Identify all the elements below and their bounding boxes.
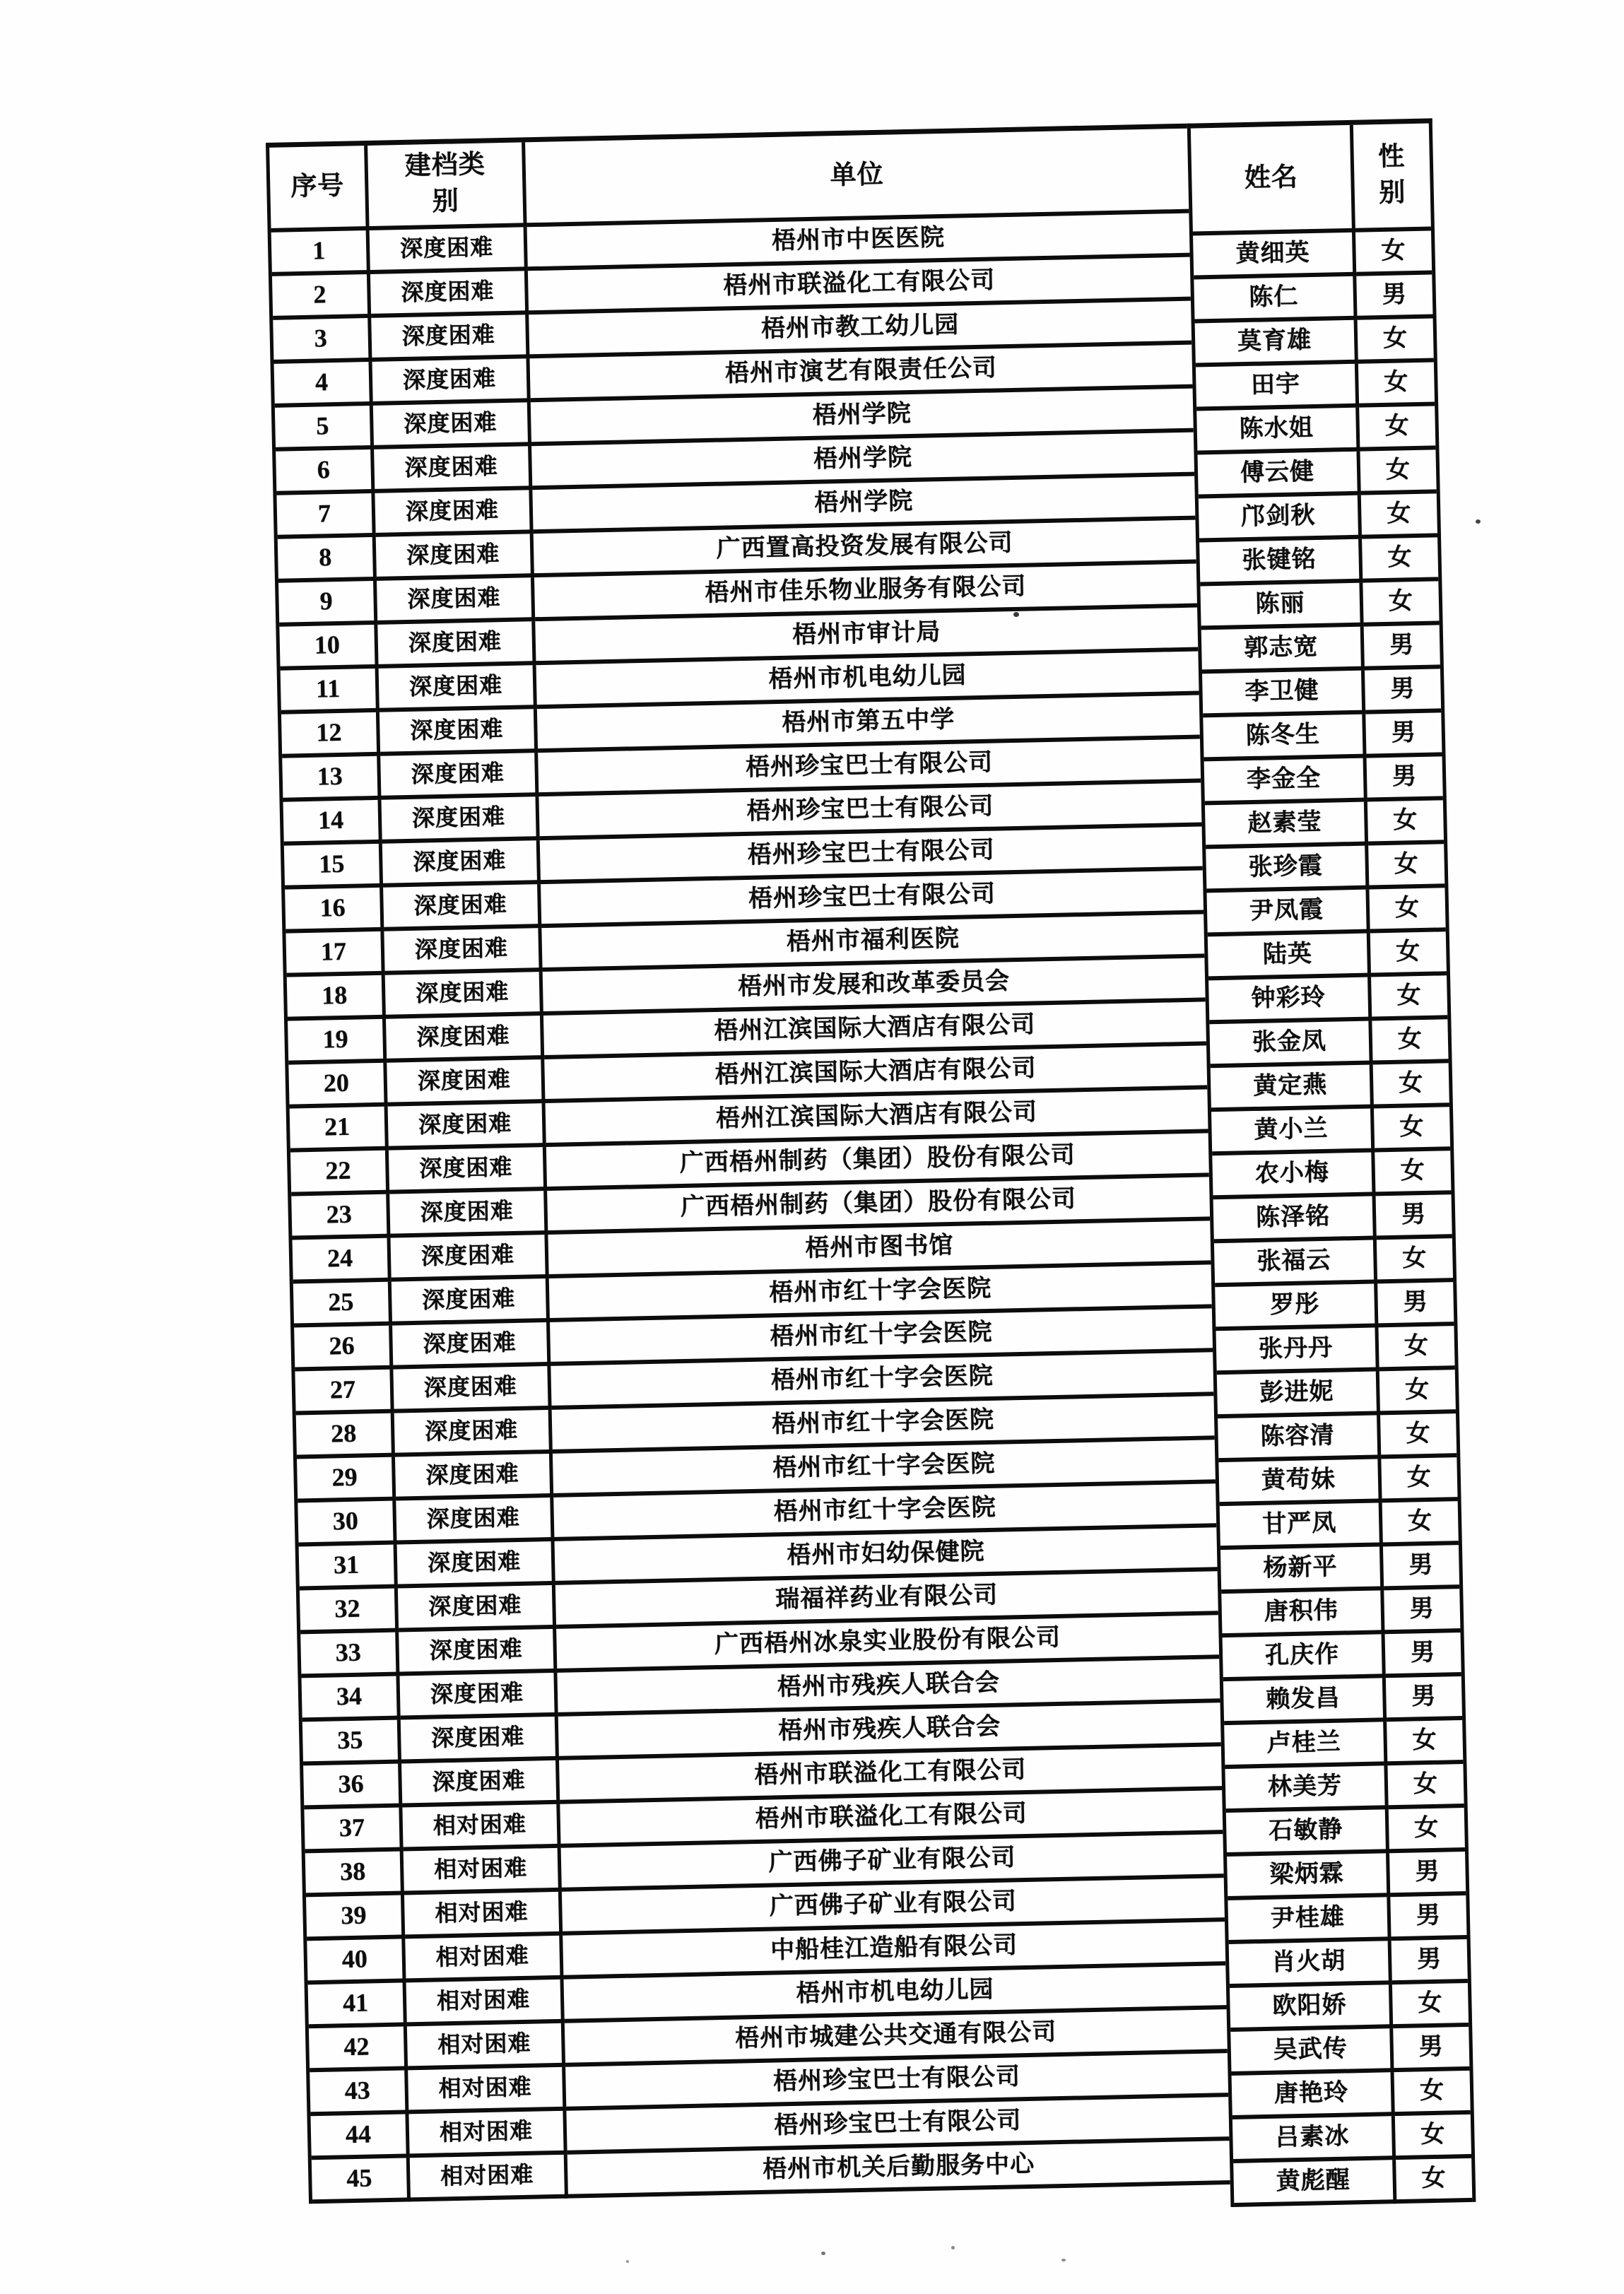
table-left-columns [266, 124, 1230, 2204]
row-name: 陈容清 [1218, 1415, 1381, 1462]
row-gender: 男 [1385, 1633, 1461, 1678]
row-category: 深度困难 [390, 1235, 548, 1282]
row-category: 深度困难 [376, 534, 534, 581]
row-category: 深度困难 [370, 227, 528, 274]
row-name: 梁炳霖 [1227, 1853, 1390, 1900]
row-name: 陈冬生 [1203, 714, 1366, 762]
row-name: 甘严凤 [1220, 1502, 1383, 1550]
row-name: 张金凤 [1209, 1020, 1372, 1068]
row-name: 李金全 [1204, 758, 1367, 806]
row-unit: 梧州江滨国际大酒店有限公司 [543, 1001, 1206, 1059]
row-category: 相对困难 [404, 1848, 562, 1895]
row-gender: 女 [1363, 581, 1439, 626]
row-unit: 梧州市机关后勤服务中心 [567, 2141, 1230, 2199]
row-category: 深度困难 [383, 884, 541, 931]
row-index: 12 [281, 712, 380, 758]
row-unit: 梧州珍宝巴士有限公司 [565, 2053, 1228, 2111]
row-gender: 男 [1384, 1589, 1460, 1634]
row-category: 相对困难 [408, 2111, 567, 2158]
row-index: 36 [303, 1763, 402, 1809]
row-gender: 女 [1369, 888, 1445, 933]
row-name: 石敏静 [1226, 1809, 1389, 1857]
row-name: 孔庆作 [1223, 1634, 1386, 1681]
header-gender-line2: 别 [1378, 178, 1406, 208]
row-index: 23 [291, 1194, 390, 1240]
row-name: 张福云 [1214, 1240, 1377, 1287]
row-name: 张珍霞 [1206, 846, 1369, 893]
row-name: 邝剑秋 [1199, 495, 1362, 543]
row-index: 2 [272, 274, 371, 320]
row-gender: 女 [1387, 1720, 1463, 1765]
row-category: 相对困难 [402, 1804, 560, 1852]
row-unit: 梧州市审计局 [535, 608, 1198, 666]
row-name: 郭志宽 [1201, 627, 1365, 674]
row-gender: 男 [1376, 1194, 1452, 1240]
row-unit: 广西梧州制药（集团）股份有限公司 [547, 1177, 1210, 1235]
row-name: 钟彩玲 [1208, 977, 1372, 1025]
row-unit: 梧州珍宝巴士有限公司 [540, 826, 1203, 884]
row-gender: 女 [1396, 2158, 1472, 2204]
row-gender: 女 [1372, 1019, 1448, 1064]
row-gender: 女 [1395, 2114, 1471, 2160]
row-category: 深度困难 [401, 1717, 559, 1764]
row-gender: 女 [1371, 975, 1447, 1020]
roster-table [266, 118, 1476, 2226]
scan-speck [1013, 612, 1019, 617]
row-category: 深度困难 [389, 1147, 547, 1194]
row-name: 张丹丹 [1216, 1327, 1379, 1375]
row-index: 40 [307, 1939, 406, 1984]
row-gender: 女 [1370, 931, 1447, 977]
row-name: 莫育雄 [1195, 320, 1358, 367]
row-category: 深度困难 [382, 796, 540, 844]
row-gender: 男 [1389, 1852, 1466, 1897]
row-gender: 女 [1387, 1764, 1464, 1809]
row-gender: 女 [1373, 1063, 1449, 1108]
row-gender: 男 [1393, 2027, 1469, 2072]
row-name: 杨新平 [1220, 1546, 1384, 1594]
row-unit: 梧州市联溢化工有限公司 [560, 1790, 1223, 1848]
row-gender: 女 [1377, 1238, 1453, 1283]
row-index: 34 [302, 1676, 401, 1722]
row-unit: 梧州江滨国际大酒店有限公司 [544, 1045, 1207, 1103]
row-name: 陈丽 [1200, 583, 1363, 630]
row-name: 黄细英 [1193, 233, 1356, 280]
row-unit: 梧州市机电幼儿园 [536, 652, 1199, 710]
row-gender: 男 [1367, 756, 1443, 801]
row-index: 39 [306, 1895, 405, 1941]
row-index: 26 [294, 1326, 393, 1372]
row-gender: 女 [1374, 1107, 1450, 1152]
row-gender: 男 [1364, 625, 1440, 670]
row-unit: 梧州市红十字会医院 [553, 1483, 1216, 1541]
row-gender: 男 [1391, 1939, 1468, 1984]
row-index: 19 [288, 1019, 387, 1065]
row-index: 17 [286, 931, 384, 977]
row-name: 彭进妮 [1217, 1371, 1380, 1418]
row-category: 深度困难 [397, 1541, 555, 1589]
row-category: 深度困难 [399, 1629, 557, 1676]
row-category: 深度困难 [382, 840, 541, 888]
row-index: 22 [290, 1151, 389, 1196]
row-index: 18 [287, 975, 386, 1021]
row-name: 黄苟妹 [1218, 1459, 1382, 1506]
row-index: 20 [288, 1063, 387, 1109]
row-unit: 瑞福祥药业有限公司 [555, 1571, 1218, 1629]
row-name: 赖发昌 [1223, 1678, 1387, 1725]
row-unit: 梧州市红十字会医院 [549, 1264, 1212, 1322]
row-index: 31 [299, 1545, 398, 1591]
row-unit: 梧州市联溢化工有限公司 [559, 1746, 1222, 1804]
row-unit: 中船桂江造船有限公司 [563, 1922, 1225, 1980]
table-right-columns [1187, 118, 1476, 2207]
row-category: 深度困难 [401, 1760, 560, 1808]
row-gender: 女 [1355, 230, 1432, 276]
row-gender: 男 [1390, 1895, 1466, 1941]
row-category: 深度困难 [392, 1322, 551, 1370]
row-index: 4 [274, 362, 373, 408]
row-unit: 梧州珍宝巴士有限公司 [541, 870, 1204, 928]
row-gender: 女 [1378, 1326, 1454, 1371]
row-category: 深度困难 [384, 928, 542, 975]
row-name: 黄定燕 [1211, 1064, 1374, 1112]
header-gender [1353, 124, 1431, 233]
row-unit: 梧州市福利医院 [541, 914, 1204, 972]
row-unit: 梧州市教工幼儿园 [529, 301, 1191, 359]
row-index: 8 [278, 537, 377, 583]
row-index: 42 [309, 2026, 408, 2072]
row-gender: 女 [1361, 493, 1437, 539]
row-category: 相对困难 [405, 1936, 563, 1983]
row-category: 深度困难 [386, 1016, 544, 1063]
row-unit: 梧州市机电幼儿园 [564, 1965, 1227, 2023]
header-category [367, 142, 526, 230]
row-gender: 男 [1356, 274, 1432, 319]
row-category: 深度困难 [393, 1366, 551, 1413]
row-name: 陈泽铭 [1213, 1196, 1377, 1243]
row-gender: 女 [1362, 537, 1438, 582]
row-category: 相对困难 [406, 1980, 565, 2027]
header-unit: 单位 [525, 129, 1189, 228]
row-name: 吕素冰 [1232, 2116, 1396, 2163]
row-gender: 女 [1392, 1983, 1469, 2028]
row-category: 深度困难 [392, 1278, 550, 1326]
row-name: 林美芳 [1225, 1765, 1388, 1813]
row-index: 41 [308, 1982, 407, 2028]
row-index: 24 [293, 1238, 392, 1284]
row-unit: 广西佛子矿业有限公司 [561, 1834, 1224, 1892]
row-gender: 女 [1380, 1413, 1457, 1459]
row-index: 7 [276, 493, 375, 539]
row-category: 深度困难 [374, 446, 532, 493]
row-index: 3 [273, 318, 372, 364]
row-unit: 广西佛子矿业有限公司 [562, 1878, 1225, 1936]
row-category: 深度困难 [399, 1673, 558, 1720]
row-category: 深度困难 [373, 402, 531, 449]
header-gender-line1: 性 [1377, 142, 1406, 172]
row-index: 15 [284, 844, 383, 890]
row-unit: 梧州学院 [531, 433, 1194, 490]
row-category: 深度困难 [396, 1498, 554, 1545]
row-name: 傅云健 [1198, 452, 1361, 499]
scan-speck [1061, 2259, 1066, 2261]
row-category: 相对困难 [410, 2155, 568, 2202]
row-category: 深度困难 [387, 1059, 545, 1107]
row-category: 深度困难 [377, 621, 536, 669]
row-gender: 女 [1367, 800, 1444, 845]
row-category: 深度困难 [375, 490, 533, 537]
row-name: 尹桂雄 [1228, 1897, 1391, 1944]
scan-speck [821, 2252, 825, 2255]
scan-speck [626, 2260, 629, 2263]
row-category: 相对困难 [404, 1892, 563, 1939]
row-index: 6 [276, 449, 375, 495]
row-unit: 广西置高投资发展有限公司 [534, 520, 1196, 578]
row-category: 深度困难 [394, 1410, 553, 1457]
row-name: 陈水姐 [1196, 408, 1360, 455]
row-index: 28 [296, 1413, 395, 1459]
row-unit: 梧州学院 [531, 389, 1194, 447]
header-index: 序号 [269, 146, 369, 233]
row-name: 李卫健 [1202, 671, 1365, 718]
row-name: 欧阳娇 [1230, 1984, 1393, 2032]
row-unit: 广西梧州冰泉实业股份有限公司 [556, 1615, 1219, 1673]
row-index: 29 [297, 1457, 396, 1503]
row-name: 陈仁 [1194, 276, 1357, 324]
row-unit: 梧州市演艺有限责任公司 [529, 345, 1192, 403]
row-unit: 梧州学院 [532, 476, 1195, 534]
header-name: 姓名 [1191, 125, 1355, 236]
row-category: 深度困难 [380, 753, 539, 800]
row-unit: 梧州市红十字会医院 [550, 1308, 1213, 1366]
row-name: 罗彤 [1215, 1283, 1378, 1331]
row-name: 唐积伟 [1221, 1590, 1384, 1637]
row-category: 相对困难 [407, 2023, 565, 2071]
row-index: 35 [302, 1719, 401, 1765]
row-unit: 广西梧州制药（集团）股份有限公司 [546, 1133, 1209, 1191]
row-gender: 女 [1382, 1501, 1459, 1546]
row-unit: 梧州市红十字会医院 [552, 1396, 1215, 1454]
row-gender: 女 [1375, 1151, 1451, 1196]
row-index: 10 [279, 625, 378, 671]
row-gender: 女 [1394, 2071, 1471, 2116]
row-index: 32 [300, 1589, 399, 1635]
row-unit: 梧州珍宝巴士有限公司 [566, 2097, 1229, 2155]
row-unit: 梧州市联溢化工有限公司 [528, 257, 1191, 315]
row-category: 深度困难 [379, 665, 537, 712]
row-unit: 梧州市红十字会医院 [553, 1440, 1216, 1498]
row-name: 卢桂兰 [1224, 1722, 1387, 1769]
row-unit: 梧州市第五中学 [537, 695, 1200, 753]
row-name: 尹凤霞 [1207, 890, 1370, 937]
row-index: 38 [305, 1851, 404, 1897]
row-name: 黄彪醒 [1233, 2160, 1396, 2207]
row-unit: 梧州市佳乐物业服务有限公司 [534, 564, 1197, 622]
row-category: 深度困难 [388, 1103, 546, 1151]
row-gender: 女 [1389, 1808, 1465, 1853]
row-index: 16 [285, 888, 384, 934]
row-gender: 女 [1358, 318, 1434, 363]
row-name: 吴武传 [1230, 2028, 1394, 2076]
row-index: 33 [300, 1633, 399, 1678]
row-gender: 男 [1365, 712, 1442, 758]
row-name: 肖火胡 [1229, 1941, 1392, 1988]
row-unit: 梧州市残疾人联合会 [558, 1702, 1221, 1760]
row-unit: 梧州市发展和改革委员会 [543, 958, 1206, 1016]
row-unit: 梧州市中医医院 [527, 213, 1190, 271]
row-gender: 女 [1368, 844, 1444, 889]
row-index: 45 [312, 2158, 411, 2204]
row-index: 44 [310, 2114, 409, 2160]
row-name: 唐艳玲 [1232, 2072, 1395, 2119]
row-index: 13 [282, 756, 381, 802]
header-category-line1: 建档类 [404, 150, 486, 182]
row-category: 深度困难 [379, 709, 538, 756]
row-index: 5 [275, 406, 374, 452]
row-gender: 女 [1379, 1370, 1456, 1415]
row-category: 深度困难 [372, 358, 531, 406]
row-unit: 梧州市图书馆 [548, 1220, 1211, 1278]
row-unit: 梧州市城建公共交通有限公司 [565, 2009, 1228, 2067]
row-gender: 男 [1386, 1676, 1462, 1722]
row-gender: 女 [1360, 449, 1436, 495]
row-name: 陆英 [1208, 934, 1371, 981]
row-name: 田宇 [1196, 364, 1359, 411]
row-index: 21 [290, 1107, 389, 1153]
row-index: 30 [298, 1501, 396, 1547]
row-index: 43 [310, 2070, 408, 2116]
row-category: 深度困难 [377, 577, 535, 625]
row-unit: 梧州市残疾人联合会 [557, 1659, 1220, 1717]
row-index: 11 [281, 669, 379, 714]
scan-speck [951, 2246, 955, 2249]
row-name: 黄小兰 [1211, 1108, 1375, 1155]
row-gender: 女 [1381, 1457, 1457, 1502]
row-index: 27 [295, 1370, 394, 1416]
row-category: 相对困难 [408, 2067, 566, 2114]
row-index: 1 [271, 230, 370, 276]
row-name: 农小梅 [1212, 1152, 1375, 1199]
row-category: 深度困难 [389, 1191, 548, 1238]
row-index: 9 [278, 581, 377, 627]
row-gender: 男 [1377, 1282, 1454, 1327]
row-unit: 梧州市红十字会医院 [551, 1352, 1213, 1410]
row-category: 深度困难 [398, 1585, 556, 1633]
row-category: 深度困难 [385, 972, 543, 1019]
row-category: 深度困难 [395, 1454, 553, 1501]
row-unit: 梧州江滨国际大酒店有限公司 [546, 1089, 1208, 1147]
row-gender: 男 [1383, 1545, 1459, 1590]
row-unit: 梧州市妇幼保健院 [555, 1527, 1218, 1585]
row-gender: 男 [1365, 669, 1441, 714]
row-category: 深度困难 [370, 271, 529, 318]
row-unit: 梧州珍宝巴士有限公司 [539, 782, 1201, 840]
row-index: 37 [304, 1807, 403, 1853]
row-index: 25 [293, 1282, 392, 1328]
row-name: 张键铭 [1199, 539, 1363, 587]
row-name: 赵素莹 [1205, 802, 1368, 849]
row-index: 14 [283, 800, 382, 846]
header-category-line2: 别 [432, 187, 460, 217]
row-gender: 女 [1358, 362, 1435, 407]
scan-speck [1476, 519, 1481, 524]
row-unit: 梧州珍宝巴士有限公司 [538, 739, 1201, 797]
row-gender: 女 [1359, 406, 1435, 451]
row-category: 深度困难 [371, 314, 529, 362]
